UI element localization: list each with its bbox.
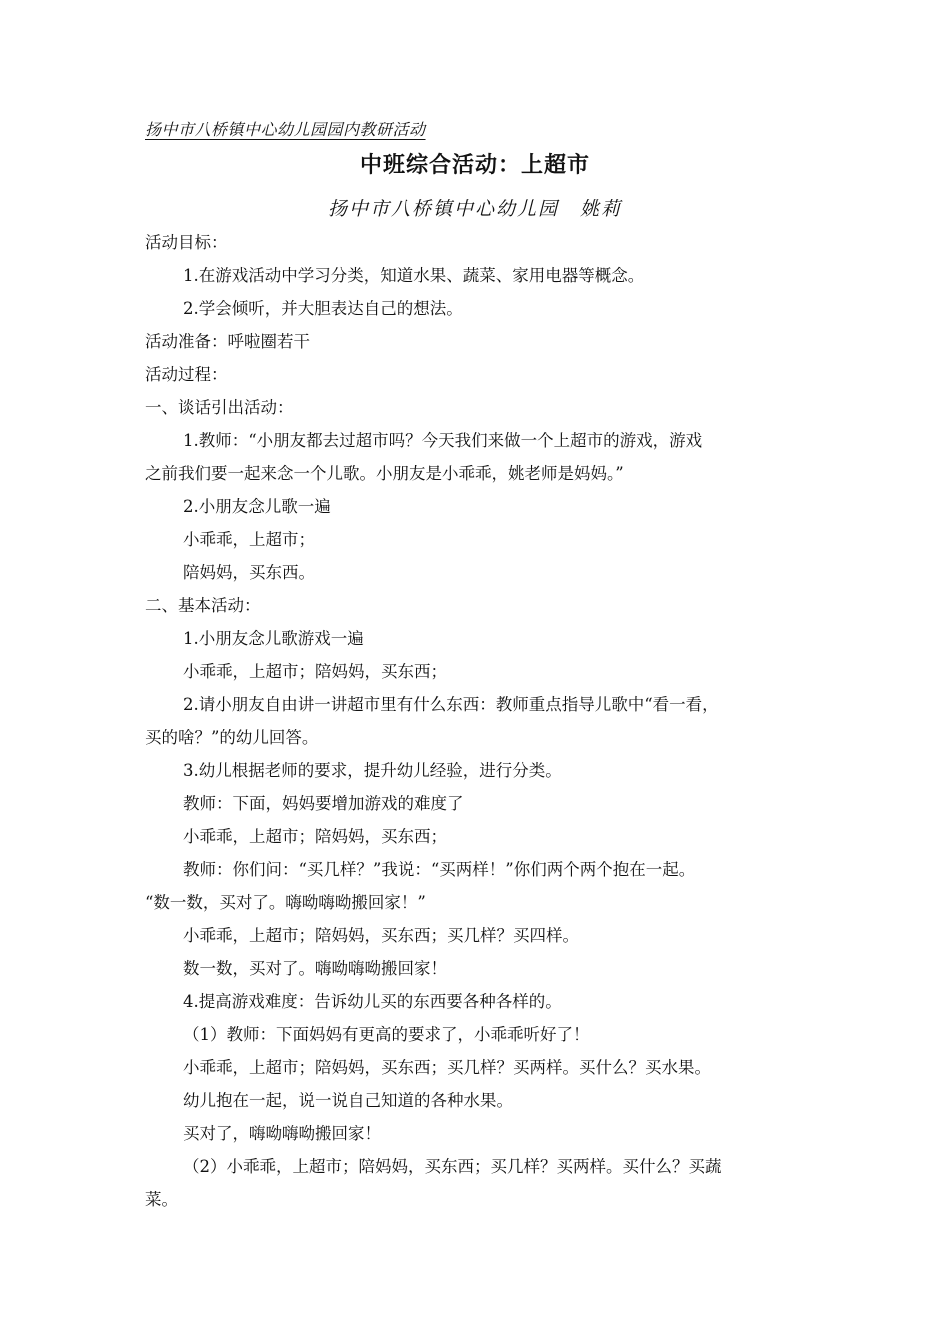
body-line: （2）小乖乖，上超市；陪妈妈，买东西；买几样？买两样。买什么？买蔬 (183, 1157, 722, 1176)
body-line: 小乖乖，上超市；陪妈妈，买东西； (183, 827, 447, 846)
body-line: 2.小朋友念儿歌一遍 (183, 497, 331, 516)
document-author: 扬中市八桥镇中心幼儿园 姚莉 (327, 198, 622, 220)
body-line: 教师：下面，妈妈要增加游戏的难度了 (183, 794, 464, 813)
body-line: 陪妈妈，买东西。 (183, 563, 315, 582)
body-line: 小乖乖，上超市；陪妈妈，买东西；买几样？买两样。买什么？买水果。 (183, 1058, 711, 1077)
body-line: 二、基本活动： (145, 596, 261, 615)
body-line: 4.提高游戏难度：告诉幼儿买的东西要各种各样的。 (183, 992, 562, 1011)
body-line: 1.在游戏活动中学习分类，知道水果、蔬菜、家用电器等概念。 (183, 266, 645, 285)
body-line: 数一数，买对了。嗨呦嗨呦搬回家！ (183, 959, 447, 978)
body-line: 之前我们要一起来念一个儿歌。小朋友是小乖乖，姚老师是妈妈。” (145, 464, 624, 483)
body-line: “数一数，买对了。嗨呦嗨呦搬回家！” (145, 893, 426, 912)
body-line: 小乖乖，上超市；陪妈妈，买东西；买几样？买四样。 (183, 926, 579, 945)
body-line: 活动过程： (145, 365, 228, 384)
body-line: 2.学会倾听，并大胆表达自己的想法。 (183, 299, 463, 318)
body-line: 一、谈话引出活动： (145, 398, 294, 417)
document-body (145, 226, 825, 1216)
body-line: 1.教师：“小朋友都去过超市吗？今天我们来做一个上超市的游戏，游戏 (183, 431, 703, 450)
body-line: 小乖乖，上超市；陪妈妈，买东西； (183, 662, 447, 681)
document-title: 中班综合活动：上超市 (359, 153, 590, 178)
body-line: 活动目标： (145, 233, 228, 252)
header-link[interactable]: 扬中市八桥镇中心幼儿园园内教研活动 (145, 120, 426, 139)
body-line: 2.请小朋友自由讲一讲超市里有什么东西：教师重点指导儿歌中“看一看， (183, 695, 719, 714)
body-line: 买的啥？”的幼儿回答。 (145, 728, 319, 747)
body-line: 教师：你们问：“买几样？”我说：“买两样！”你们两个两个抱在一起。 (183, 860, 696, 879)
body-line: 幼儿抱在一起，说一说自己知道的各种水果。 (183, 1091, 513, 1110)
body-line: 3.幼儿根据老师的要求，提升幼儿经验，进行分类。 (183, 761, 562, 780)
body-line: 1.小朋友念儿歌游戏一遍 (183, 629, 364, 648)
body-line: 买对了，嗨呦嗨呦搬回家！ (183, 1124, 381, 1143)
body-line: 活动准备：呼啦圈若干 (145, 332, 310, 351)
body-line: 小乖乖，上超市； (183, 530, 315, 549)
body-line: 菜。 (145, 1190, 178, 1209)
body-line: （1）教师：下面妈妈有更高的要求了，小乖乖听好了！ (183, 1025, 590, 1044)
